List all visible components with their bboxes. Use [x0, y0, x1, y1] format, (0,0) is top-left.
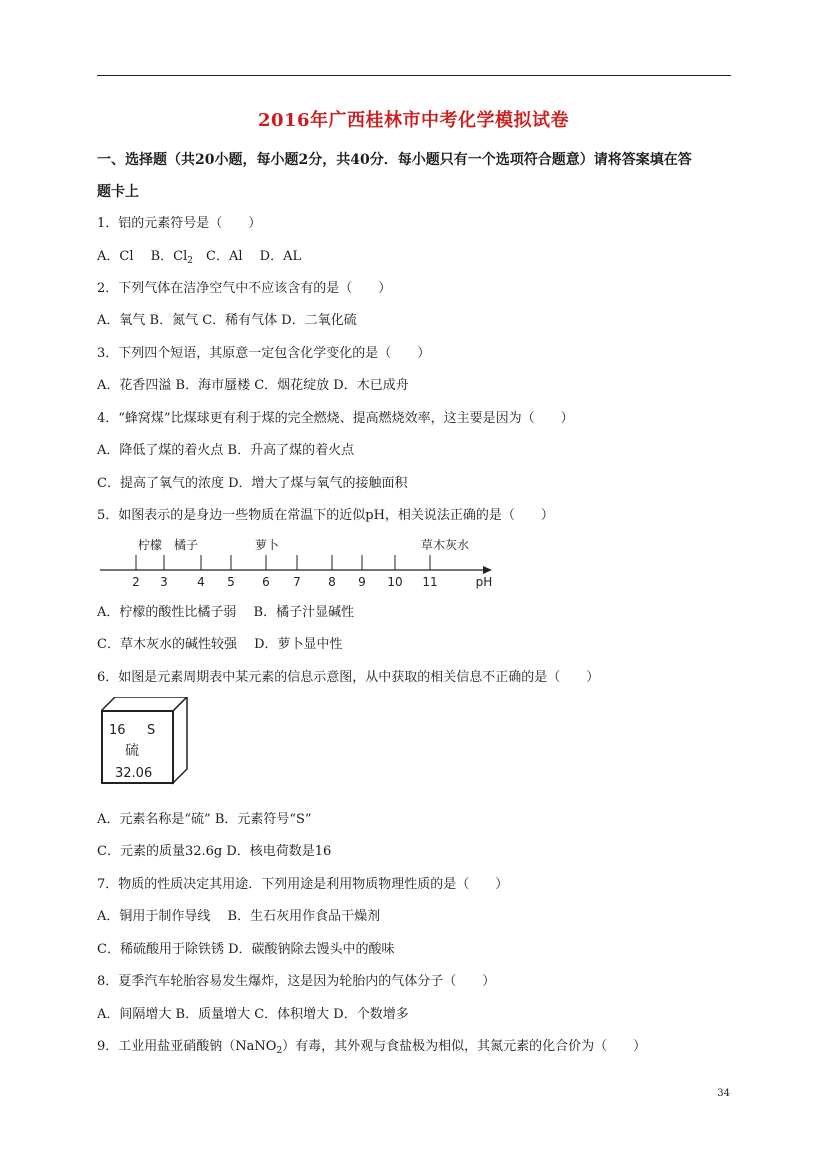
q9-stem — [97, 1038, 646, 1060]
ph-scale-figure — [100, 536, 495, 592]
q4-stem: 4．“蜂窝煤”比煤球更有利于煤的完全燃烧、提高燃烧效率，这主要是因为（ ） — [97, 411, 574, 426]
exam-title: 2016年广西桂林市中考化学模拟试卷 — [257, 110, 570, 131]
q9-stem-part-a: 9．工业用盐亚硝酸钠（NaNO — [97, 1039, 277, 1054]
q7-stem: 7．物质的性质决定其用途．下列用途是利用物质物理性质的是（ ） — [97, 877, 509, 892]
q1-stem: 1．铝的元素符号是（ ） — [97, 216, 262, 231]
tick-label-3: 3 — [160, 575, 168, 589]
label-lemon: 柠檬 — [138, 538, 163, 552]
q3-options: A．花香四溢 B．海市蜃楼 C．烟花绽放 D．木已成舟 — [97, 378, 409, 393]
tick-label-2: 2 — [132, 575, 140, 589]
tick-label-7: 7 — [293, 575, 301, 589]
label-orange: 橘子 — [174, 538, 199, 552]
q6-options-2: C．元素的质量32.6g D．核电荷数是16 — [97, 844, 332, 859]
q5-options-1: A．柠檬的酸性比橘子弱 B．橘子汁显碱性 — [97, 605, 355, 620]
page-number: 34 — [717, 1088, 730, 1099]
q5-stem: 5．如图表示的是身边一些物质在常温下的近似pH，相关说法正确的是（ ） — [97, 508, 554, 523]
tick-label-8: 8 — [328, 575, 336, 589]
q8-options: A．间隔增大 B．质量增大 C．体积增大 D．个数增多 — [97, 1007, 409, 1022]
atomic-mass: 32.06 — [115, 766, 153, 781]
q1-opts-part-a: A．Cl B．Cl — [97, 249, 188, 264]
q9-subscript: 2 — [276, 1046, 283, 1056]
tick-label-4: 4 — [197, 575, 205, 589]
sulfur-element-card — [101, 697, 191, 785]
element-symbol: S — [147, 723, 156, 738]
q7-options-2: C．稀硫酸用于除铁锈 D．碳酸钠除去馒头中的酸味 — [97, 942, 395, 957]
label-radish: 萝卜 — [255, 538, 280, 552]
q9-stem-part-b: ）有毒，其外观与食盐极为相似，其氮元素的化合价为（ ） — [282, 1039, 647, 1054]
q3-stem: 3．下列四个短语，其原意一定包含化学变化的是（ ） — [97, 346, 431, 361]
tick-label-6: 6 — [262, 575, 270, 589]
q2-stem: 2．下列气体在洁净空气中不应该含有的是（ ） — [97, 281, 392, 296]
q8-stem: 8．夏季汽车轮胎容易发生爆炸，这是因为轮胎内的气体分子（ ） — [97, 974, 496, 989]
q1-subscript: 2 — [187, 256, 194, 266]
tick-label-11: 11 — [422, 575, 438, 589]
tick-label-9: 9 — [358, 575, 366, 589]
section-heading-line1: 一、选择题（共20小题，每小题2分，共40分．每小题只有一个选项符合题意）请将答案填在答 — [97, 152, 692, 168]
q6-stem: 6．如图是元素周期表中某元素的信息示意图，从中获取的相关信息不正确的是（ ） — [97, 670, 600, 685]
q4-options-2: C．提高了氧气的浓度 D．增大了煤与氧气的接触面积 — [97, 476, 408, 491]
axis-label-ph: pH — [475, 575, 493, 589]
q1-options — [97, 248, 301, 270]
atomic-number: 16 — [109, 723, 126, 738]
q5-options-2: C．草木灰水的碱性较强 D．萝卜显中性 — [97, 637, 343, 652]
q2-options: A．氧气 B．氮气 C．稀有气体 D．二氧化硫 — [97, 313, 357, 328]
card-side-face — [173, 697, 187, 783]
section-heading-line2: 题卡上 — [97, 184, 139, 200]
q7-options-1: A．铜用于制作导线 B．生石灰用作食品干燥剂 — [97, 909, 381, 924]
tick-label-10: 10 — [387, 575, 403, 589]
q1-opts-part-b: C．Al D．AL — [193, 249, 302, 264]
tick-label-5: 5 — [227, 575, 235, 589]
element-name: 硫 — [125, 743, 139, 759]
header-rule — [97, 75, 731, 76]
q4-options-1: A．降低了煤的着火点 B．升高了煤的着火点 — [97, 443, 355, 458]
q6-options-1: A．元素名称是“硫” B．元素符号“S” — [97, 812, 312, 827]
ph-axis-arrow — [483, 566, 492, 574]
label-wood-ash-water: 草木灰水 — [421, 538, 470, 552]
